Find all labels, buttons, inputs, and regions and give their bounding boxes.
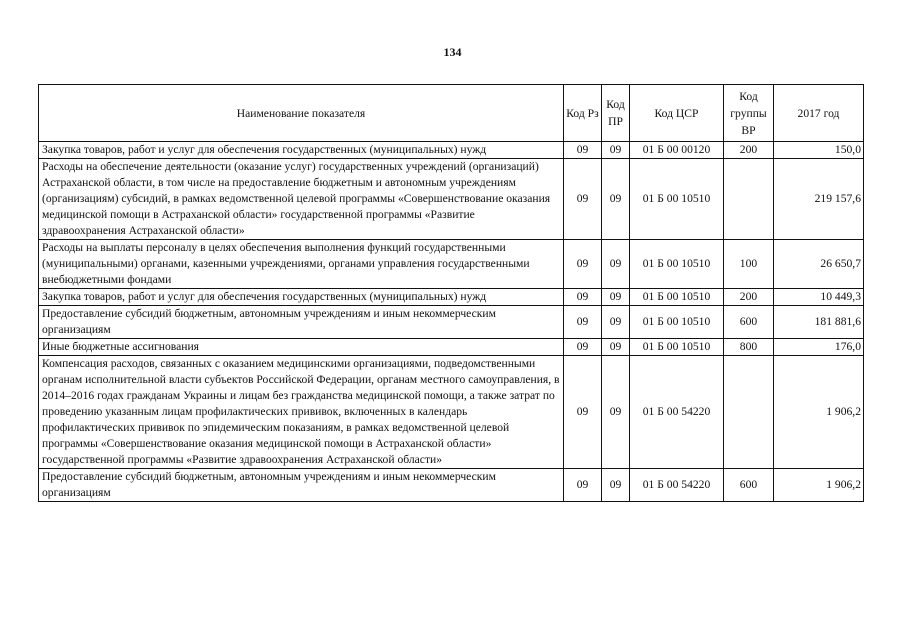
row-amount: 219 157,6 xyxy=(774,159,864,240)
row-name: Расходы на выплаты персоналу в целях обеспечения выполнения функций государственными (муниципальными) органами, казенными учреждениями, органами управления государственными внебюджетными фондами xyxy=(39,240,564,289)
table-row xyxy=(39,240,864,289)
row-rz: 09 xyxy=(564,339,602,356)
row-amount: 176,0 xyxy=(774,339,864,356)
table-row xyxy=(39,142,864,159)
row-vr: 100 xyxy=(724,240,774,289)
row-csr: 01 Б 00 54220 xyxy=(630,469,724,502)
table-row xyxy=(39,469,864,502)
row-csr: 01 Б 00 00120 xyxy=(630,142,724,159)
row-amount: 1 906,2 xyxy=(774,356,864,469)
row-name: Предоставление субсидий бюджетным, автономным учреждениям и иным некоммерческим организациям xyxy=(39,469,564,502)
row-pr: 09 xyxy=(602,159,630,240)
row-rz: 09 xyxy=(564,356,602,469)
row-amount: 26 650,7 xyxy=(774,240,864,289)
row-vr: 800 xyxy=(724,339,774,356)
row-pr: 09 xyxy=(602,469,630,502)
row-vr: 600 xyxy=(724,306,774,339)
table-header-row xyxy=(39,85,864,142)
table-row xyxy=(39,306,864,339)
row-pr: 09 xyxy=(602,142,630,159)
table-row xyxy=(39,159,864,240)
row-vr: 600 xyxy=(724,469,774,502)
row-rz: 09 xyxy=(564,469,602,502)
row-name: Закупка товаров, работ и услуг для обеспечения государственных (муниципальных) нужд xyxy=(39,289,564,306)
row-name: Предоставление субсидий бюджетным, автономным учреждениям и иным некоммерческим организациям xyxy=(39,306,564,339)
row-pr: 09 xyxy=(602,240,630,289)
row-rz: 09 xyxy=(564,306,602,339)
table-row xyxy=(39,339,864,356)
row-amount: 181 881,6 xyxy=(774,306,864,339)
row-name: Иные бюджетные ассигнования xyxy=(39,339,564,356)
row-csr: 01 Б 00 10510 xyxy=(630,159,724,240)
table-row xyxy=(39,356,864,469)
budget-table xyxy=(38,84,864,502)
header-pr: Код ПР xyxy=(602,85,630,142)
row-name: Компенсация расходов, связанных с оказанием медицинскими организациями, подведомственными органам исполнительной власти субъектов Российской Федерации, органам местного самоуправления, в 2014–2016 годах гражданам Украины и лицам без гражданства медицинской помощи, а также затрат по проведению указанным лицам профилактических прививок, включенных в календарь профилактических прививок по эпидемическим показаниям, в рамках ведомственной целевой программы «Совершенствование оказания медицинской помощи в Астраханской области» государственной программы «Развитие здравоохранения Астраханской области» xyxy=(39,356,564,469)
header-csr: Код ЦСР xyxy=(630,85,724,142)
row-pr: 09 xyxy=(602,339,630,356)
header-year: 2017 год xyxy=(774,85,864,142)
row-vr xyxy=(724,159,774,240)
header-name: Наименование показателя xyxy=(39,85,564,142)
row-name: Расходы на обеспечение деятельности (оказание услуг) государственных учреждений (организаций) Астраханской области, в том числе на предоставление бюджетным и автономным учреждениям (организациям) субсидий, в рамках ведомственной целевой программы «Совершенствование оказания медицинской помощи в Астраханской области» государственной программы «Развитие здравоохранения Астраханской области» xyxy=(39,159,564,240)
row-amount: 10 449,3 xyxy=(774,289,864,306)
row-csr: 01 Б 00 10510 xyxy=(630,339,724,356)
row-pr: 09 xyxy=(602,356,630,469)
row-name: Закупка товаров, работ и услуг для обеспечения государственных (муниципальных) нужд xyxy=(39,142,564,159)
row-csr: 01 Б 00 10510 xyxy=(630,306,724,339)
row-csr: 01 Б 00 10510 xyxy=(630,240,724,289)
header-vr: Код группы ВР xyxy=(724,85,774,142)
row-pr: 09 xyxy=(602,289,630,306)
row-rz: 09 xyxy=(564,240,602,289)
row-amount: 1 906,2 xyxy=(774,469,864,502)
row-vr xyxy=(724,356,774,469)
row-rz: 09 xyxy=(564,289,602,306)
row-rz: 09 xyxy=(564,159,602,240)
page-number: 134 xyxy=(443,45,462,59)
header-rz: Код Рз xyxy=(564,85,602,142)
row-pr: 09 xyxy=(602,306,630,339)
row-csr: 01 Б 00 10510 xyxy=(630,289,724,306)
table-row xyxy=(39,289,864,306)
row-amount: 150,0 xyxy=(774,142,864,159)
row-vr: 200 xyxy=(724,289,774,306)
row-vr: 200 xyxy=(724,142,774,159)
row-rz: 09 xyxy=(564,142,602,159)
row-csr: 01 Б 00 54220 xyxy=(630,356,724,469)
